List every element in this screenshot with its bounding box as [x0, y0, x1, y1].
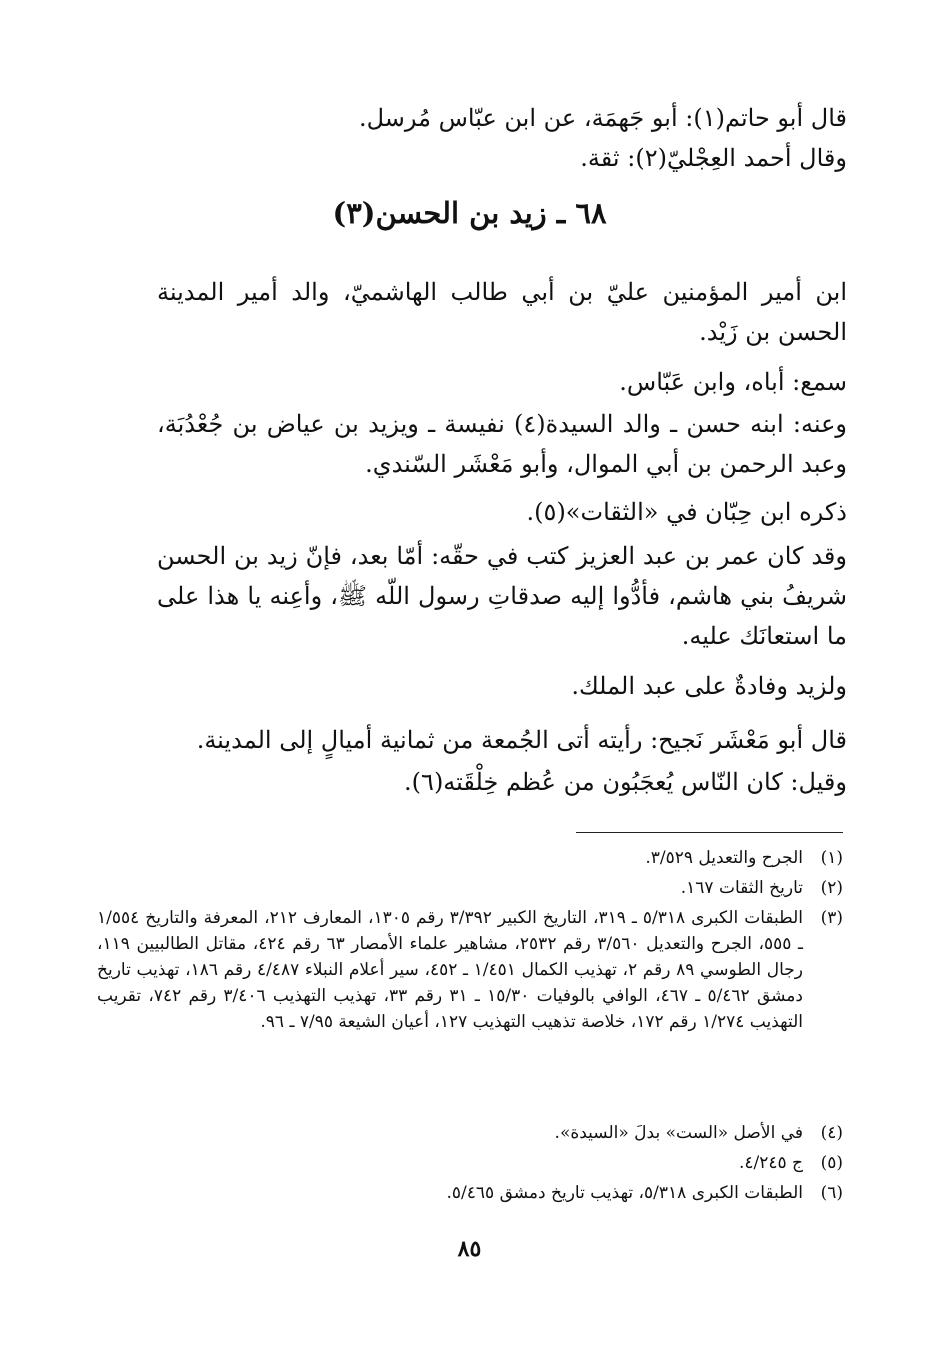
- footnote-number: (٤): [820, 1123, 843, 1143]
- footnote-text: في الأصل «الست» بدلَ «السيدة».: [554, 1123, 803, 1143]
- footnote-2: [97, 875, 843, 901]
- paragraph-narrators: وعنه: ابنه حسن ـ والد السيدة(٤) نفيسة ـ ويزيد بن عياض بن جُعْدُبَة، وعبد الرحمن بن أبي الموال، وأبو مَعْشَر السّندي.: [157, 410, 847, 478]
- body-line-ijli: وقال أحمد العِجْليّ(٢): ثقة.: [580, 144, 847, 172]
- paragraph-heard-from: سمع: أباه، وابن عَبّاس.: [619, 368, 847, 396]
- footnote-divider: [576, 832, 843, 833]
- body-line-abu-hatim: قال أبو حاتم(١): أبو جَهمَة، عن ابن عبّاس مُرسل.: [358, 104, 847, 132]
- page-number: ٨٥: [457, 1236, 482, 1262]
- footnote-number: (٦): [820, 1183, 843, 1203]
- footnote-4: [97, 1120, 843, 1146]
- footnote-1: [97, 845, 843, 871]
- paragraph-wafada: ولزيد وفادةٌ على عبد الملك.: [571, 672, 847, 700]
- footnote-number: (١): [820, 848, 843, 868]
- paragraph-ibn-hibban: ذكره ابن حِبّان في «الثقات»(٥).: [526, 498, 847, 526]
- paragraph-abu-mashar: قال أبو مَعْشَر نَجيح: رأيته أتى الجُمعة من ثمانية أميالٍ إلى المدينة.: [196, 726, 847, 754]
- footnote-5: [97, 1150, 843, 1176]
- footnote-text: تاريخ الثقات ١٦٧.: [680, 878, 803, 898]
- paragraph-physique: وقيل: كان النّاس يُعجَبُون من عُظم خِلْقَته(٦).: [404, 768, 847, 796]
- paragraph-lineage: ابن أمير المؤمنين عليّ بن أبي طالب الهاشميّ، والد أمير المدينة الحسن بن زَيْد.: [157, 278, 847, 346]
- footnote-text: الطبقات الكبرى ٥/٣١٨، تهذيب تاريخ دمشق ٥/٤٦٥.: [446, 1183, 803, 1203]
- footnote-number: (٣): [820, 908, 843, 928]
- footnote-number: (٢): [820, 878, 843, 898]
- footnote-3: [97, 905, 843, 1035]
- footnote-text: الجرح والتعديل ٣/٥٢٩.: [645, 848, 803, 868]
- footnote-text: ج ٤/٢٤٥.: [738, 1153, 803, 1173]
- footnote-number: (٥): [820, 1153, 843, 1173]
- footnote-text: الطبقات الكبرى ٥/٣١٨ ـ ٣١٩، التاريخ الكبير ٣/٣٩٢ رقم ١٣٠٥، المعارف ٢١٢، المعرفة والتاريخ ١/٥٥٤ ـ ٥٥٥، الجرح والتعديل ٣/٥٦٠ رقم ٢٥٣٢، مشاهير علماء الأمصار ٦٣ رقم ٤٢٤، مقاتل الطالبيين ١١٩، رجال الطوسي ٨٩ رقم ٢، تهذيب الكمال ١/٤٥١ ـ ٤٥٢، سير أعلام النبلاء ٤/٤٨٧ رقم ١٨٦، تهذيب تاريخ دمشق ٥/٤٦٢ ـ ٤٦٧، الوافي بالوفيات ١٥/٣٠ ـ ٣١ رقم ٣٣، تهذيب التهذيب ٣/٤٠٦ رقم ٧٤٢، تقريب التهذيب ١/٢٧٤ رقم ١٧٢، خلاصة تذهيب التهذيب ١٢٧، أعيان الشيعة ٧/٩٥ ـ ٩٦.: [97, 908, 804, 1032]
- footnote-6: [97, 1180, 843, 1206]
- paragraph-umar-letter: وقد كان عمر بن عبد العزيز كتب في حقّه: أمّا بعد، فإنّ زيد بن الحسن شريفُ بني هاشم، فأدُّوا إليه صدقاتِ رسول اللّه ﷺ، وأعِنه يا هذا على ما استعانَك عليه.: [157, 542, 847, 650]
- entry-heading: ٦٨ ـ زيد بن الحسن(٣): [332, 196, 607, 230]
